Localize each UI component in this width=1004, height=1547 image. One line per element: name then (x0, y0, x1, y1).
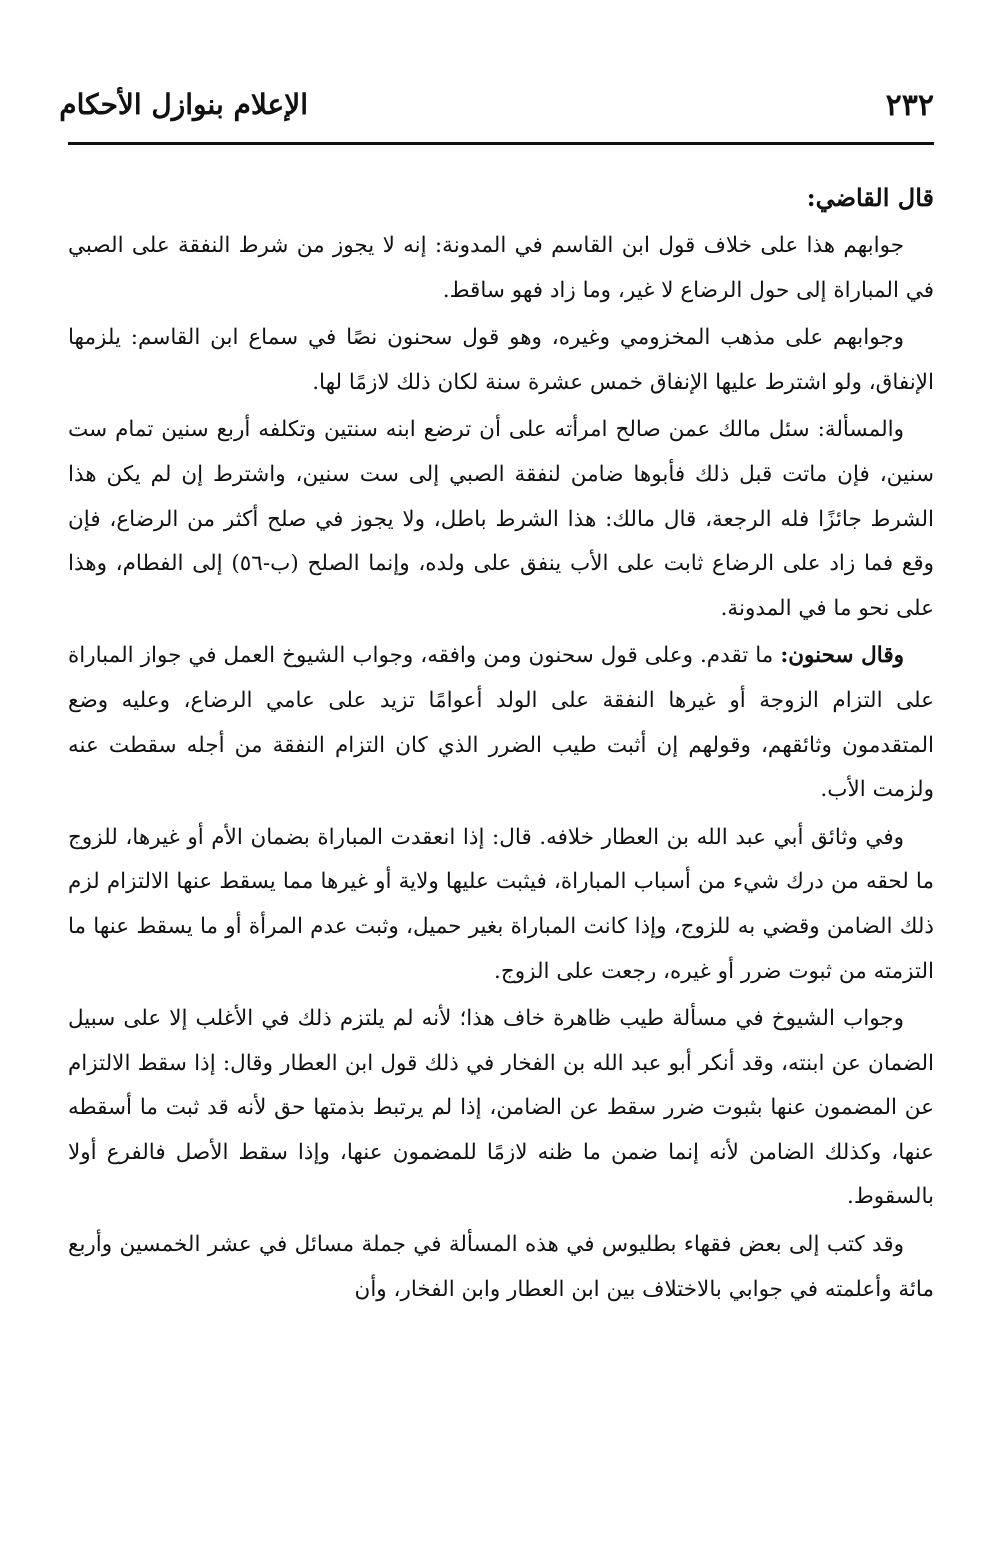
section-heading: قال القاضي: (806, 183, 934, 212)
paragraph (68, 316, 934, 405)
paragraph-text: ما تقدم. وعلى قول سحنون ومن وافقه، وجواب الشيوخ العمل في جواز المباراة على التزام الزوجة أو غيرها النفقة على الولد أعوامًا تزيد على عامي الرضاع، وعليه وضع المتقدمون وثائقهم، وقولهم إن أثبت طيب الضرر الذي كان التزام النفقة من أجله سقطت عنه ولزمت الأب. (68, 643, 934, 803)
paragraph-text: وقد كتب إلى بعض فقهاء بطليوس في هذه المسألة في جملة مسائل في عشر الخمسين وأربع مائة وأعلمته في جوابي بالاختلاف بين ابن العطار وابن الفخار، وأن (68, 1232, 934, 1302)
paragraph-text: وجواب الشيوخ في مسألة طيب ظاهرة خاف هذا؛ لأنه لم يلتزم ذلك في الأغلب إلا على سبيل الضمان عن ابنته، وقد أنكر أبو عبد الله بن الفخار في ذلك قول ابن العطار وقال: إذا سقط الالتزام عن المضمون عنها بثبوت ضرر سقط عن الضامن، إذا لم يرتبط بذمتها حق لأنه قد ثبت ما أسقطه عنها، وكذلك الضامن لأنه إنما ضمن ما ظنه لازمًا للمضمون عنها، وإذا سقط الأصل فالفرع أولا بالسقوط. (68, 1006, 934, 1210)
paragraph (68, 224, 934, 313)
header-rule (68, 142, 934, 145)
paragraph (68, 1223, 934, 1312)
page-body (68, 176, 934, 1315)
page-number: ٢٣٢ (885, 88, 934, 123)
paragraph (68, 816, 934, 994)
paragraph (68, 408, 934, 631)
paragraph-text: والمسألة: سئل مالك عمن صالح امرأته على أن ترضع ابنه سنتين وتكلفه أربع سنين تمام ست سنين، فإن ماتت قبل ذلك فأبوها ضامن لنفقة الصبي إلى ست سنين، واشترط إن لم يكن هذا الشرط جائزًا فله الرجعة، قال مالك: هذا الشرط باطل، ولا يجوز في صلح أكثر من الرضاع، فإن وقع فما زاد على الرضاع ثابت على الأب ينفق على ولده، وإنما الصلح (ب-٥٦) إلى الفطام، وهذا على نحو ما في المدونة. (68, 417, 934, 621)
paragraph-text: جوابهم هذا على خلاف قول ابن القاسم في المدونة: إنه لا يجوز من شرط النفقة على الصبي في المباراة إلى حول الرضاع لا غير، وما زاد فهو ساقط. (68, 233, 934, 303)
book-page (59, 88, 934, 1302)
book-title: الإعلام بنوازل الأحكام (59, 88, 308, 121)
paragraph-lead: وقال سحنون: (780, 643, 904, 669)
paragraph-text: وفي وثائق أبي عبد الله بن العطار خلافه. قال: إذا انعقدت المباراة بضمان الأم أو غيرها، للزوج ما لحقه من درك شيء من أسباب المباراة، فيثبت عليها ولاية أو غيرها مما يسقط عنها الالتزام لزم ذلك الضامن وقضي به للزوج، وإذا كانت المباراة بغير حميل، وثبت عدم المرأة أو ما يسقط عنها ما التزمته من ثبوت ضرر أو غيره، رجعت على الزوج. (68, 824, 934, 984)
paragraph (68, 997, 934, 1220)
running-header (59, 88, 934, 138)
paragraph (68, 634, 934, 812)
paragraph-text: وجوابهم على مذهب المخزومي وغيره، وهو قول سحنون نصًا في سماع ابن القاسم: يلزمها الإنفاق، ولو اشترط عليها الإنفاق خمس عشرة سنة لكان ذلك لازمًا لها. (68, 325, 934, 395)
